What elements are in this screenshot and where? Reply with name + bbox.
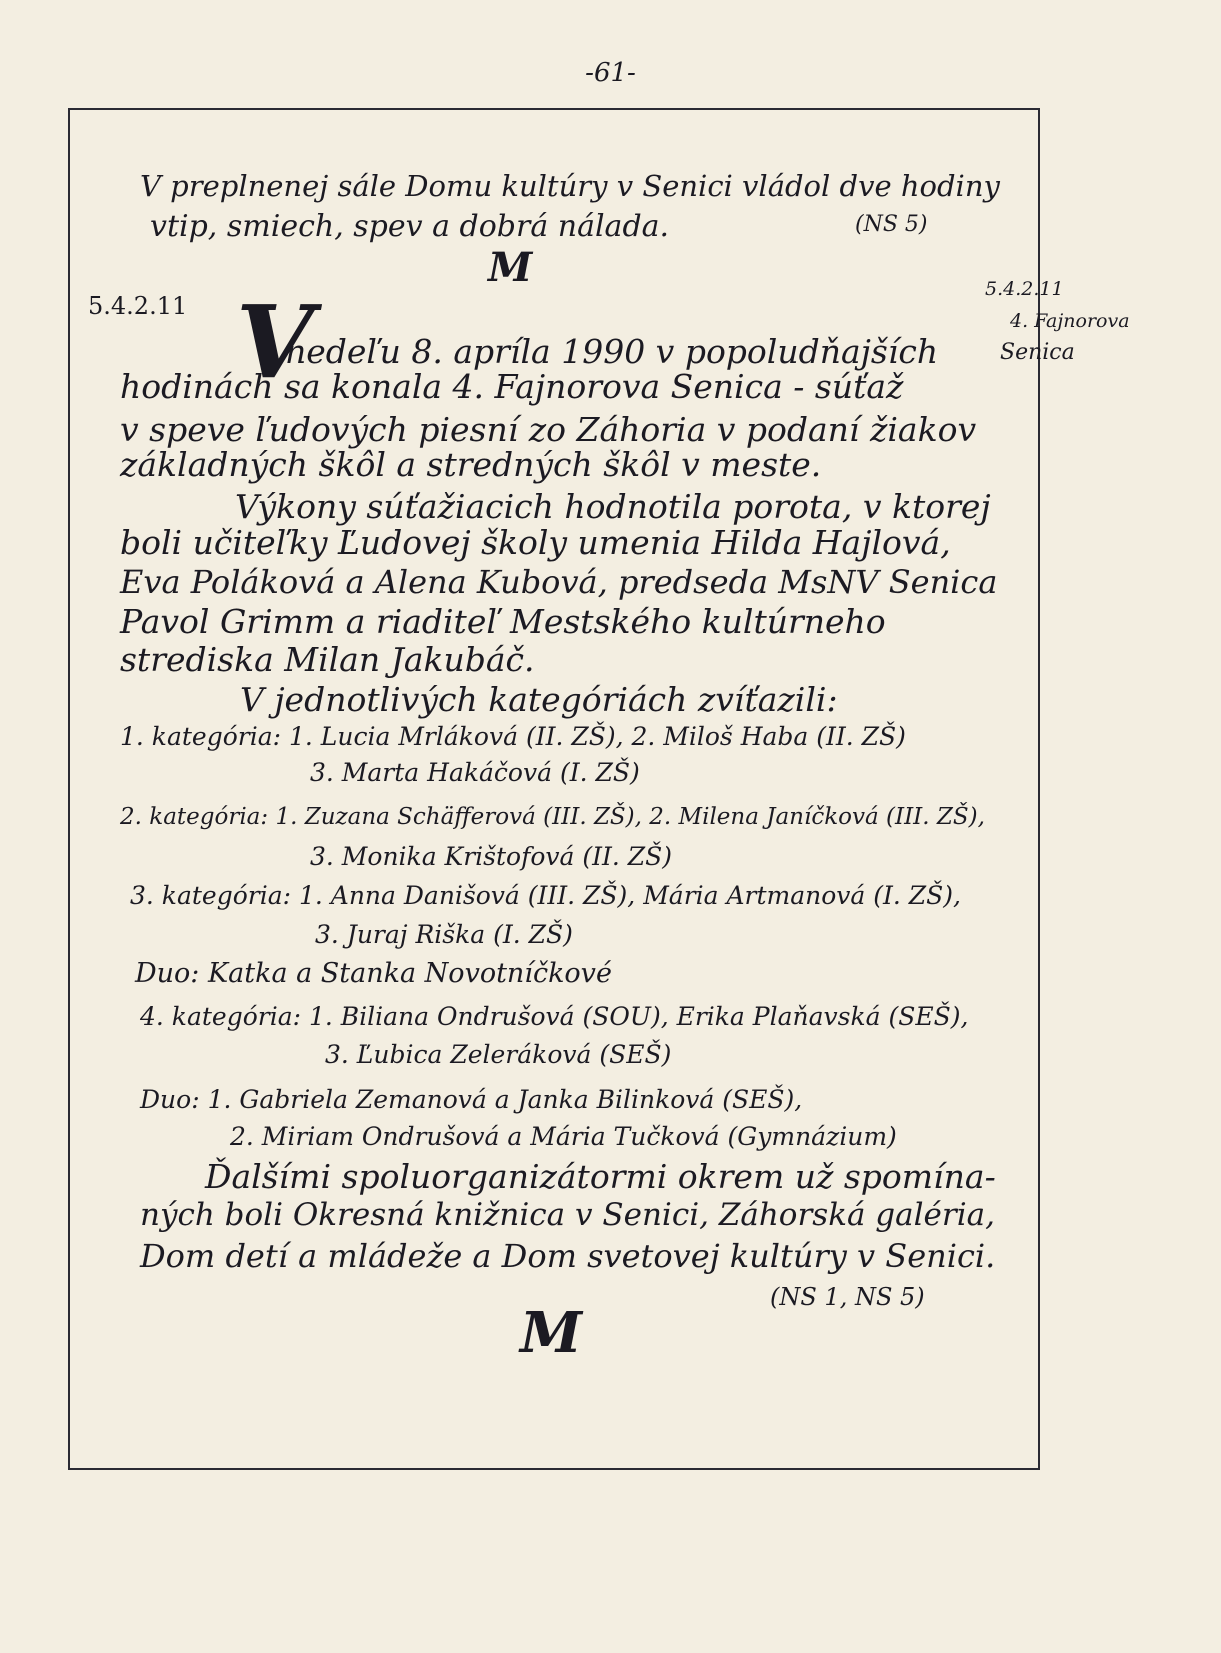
- article-line-4: základných škôl a stredných škôl v meste.: [120, 445, 822, 484]
- category-3-line: 3. kategória: 1. Anna Danišová (III. ZŠ), Mária Artmanová (I. ZŠ),: [130, 881, 962, 910]
- article-line-1: nedeľu 8. apríla 1990 v popoludňajších: [285, 332, 939, 371]
- article-closing-2: ných boli Okresná knižnica v Senici, Záhorská galéria,: [140, 1197, 995, 1233]
- article-line-10: V jednotlivých kategóriách zvíťazili:: [240, 680, 838, 719]
- article-line-8: Pavol Grimm a riaditeľ Mestského kultúrneho: [120, 602, 886, 641]
- article-line-6: boli učiteľky Ľudovej školy umenia Hilda Hajlová,: [120, 523, 951, 562]
- category-4-line: 4. kategória: 1. Biliana Ondrušová (SOU), Erika Plaňavská (SEŠ),: [140, 1002, 969, 1031]
- intro-line-1: V preplnenej sále Domu kultúry v Senici vládol dve hodiny: [140, 169, 1000, 203]
- right-margin-line-1: 4. Fajnorova: [1010, 310, 1130, 332]
- duo-1-line: Duo: 1. Gabriela Zemanová a Janka Bilinková (SEŠ),: [140, 1085, 803, 1114]
- intro-line-2: vtip, smiech, spev a dobrá nálada.: [150, 209, 670, 244]
- left-margin-date: 5.4.2.11: [88, 292, 188, 320]
- article-line-5: Výkony súťažiacich hodnotila porota, v ktorej: [235, 487, 991, 526]
- drop-cap-initial: V: [236, 283, 314, 401]
- article-closing-1: Ďalšími spoluorganizátormi okrem už spomína-: [205, 1157, 996, 1196]
- category-1-line: 1. kategória: 1. Lucia Mrláková (II. ZŠ), 2. Miloš Haba (II. ZŠ): [120, 722, 906, 751]
- right-margin-line-2: Senica: [1000, 340, 1075, 365]
- article-line-2: hodinách sa konala 4. Fajnorova Senica - súťaž: [120, 367, 904, 406]
- intro-signature: M: [488, 244, 533, 291]
- category-1-third: 3. Marta Hakáčová (I. ZŠ): [310, 758, 640, 787]
- page-number: -61-: [585, 58, 636, 88]
- article-source: (NS 1, NS 5): [770, 1283, 925, 1311]
- article-closing-3: Dom detí a mládeže a Dom svetovej kultúry v Senici.: [140, 1237, 996, 1275]
- article-signature: M: [520, 1300, 582, 1366]
- right-margin-date: 5.4.2.11: [985, 278, 1064, 300]
- category-3-duo: Duo: Katka a Stanka Novotníčkové: [135, 958, 612, 989]
- category-2-line: 2. kategória: 1. Zuzana Schäfferová (III. ZŠ), 2. Milena Janíčková (III. ZŠ),: [120, 804, 985, 830]
- article-line-3: v speve ľudových piesní zo Záhoria v podaní žiakov: [120, 410, 977, 449]
- article-line-9: strediska Milan Jakubáč.: [120, 640, 535, 679]
- duo-2-line: 2. Miriam Ondrušová a Mária Tučková (Gymnázium): [230, 1122, 897, 1151]
- article-line-7: Eva Poláková a Alena Kubová, predseda MsNV Senica: [120, 563, 998, 601]
- category-4-third: 3. Ľubica Zeleráková (SEŠ): [325, 1040, 672, 1069]
- category-3-third: 3. Juraj Riška (I. ZŠ): [315, 920, 573, 949]
- category-2-third: 3. Monika Krištofová (II. ZŠ): [310, 842, 673, 871]
- intro-source: (NS 5): [855, 212, 928, 237]
